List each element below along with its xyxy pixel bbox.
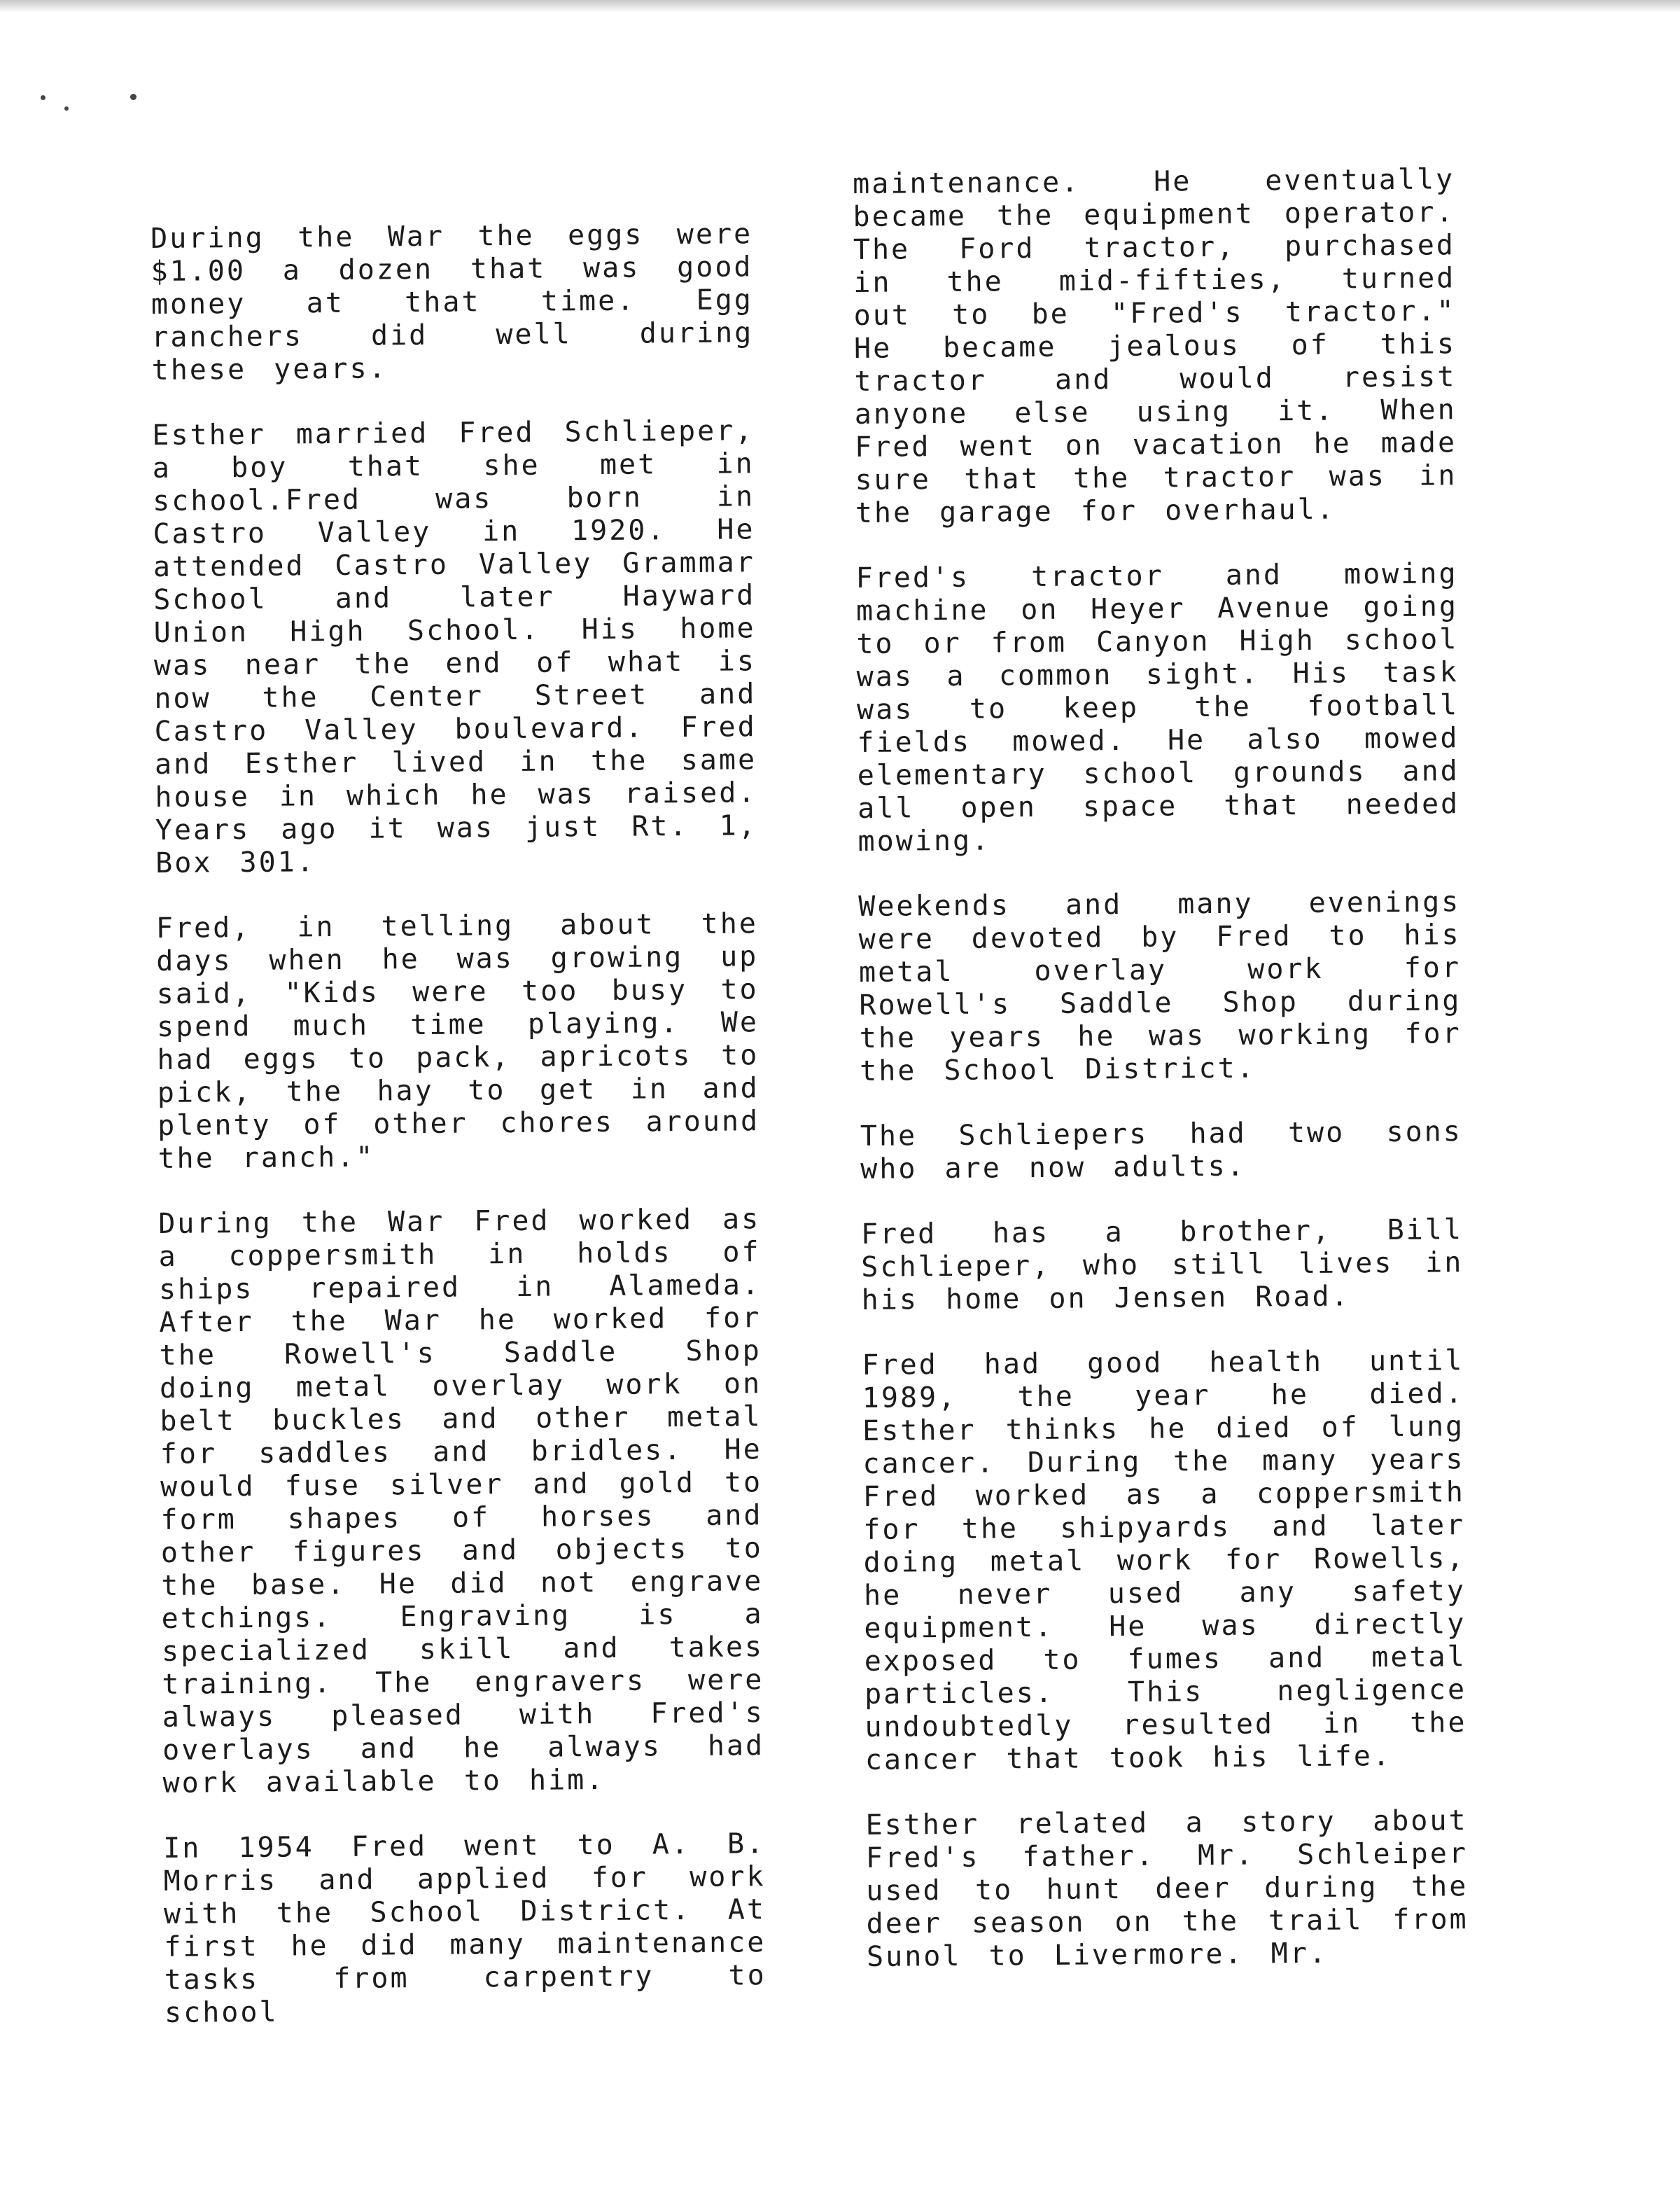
paragraph-fathers-deer-story: Esther related a story about Fred's father. Mr. Schleiper used to hunt deer during the deer season on the trail from Sunol to Livermore. Mr. [865,1804,1469,1973]
paragraph-freds-tractor: maintenance. He eventually became the equipment operator. The Ford tractor, purchased in the mid-fifties, turned out to be "Fred's tractor." He became jealous of this tractor and would resist anyone else using it. When Fred went on vacation he made sure that the tractor was in the garage for overhaul. [853,163,1457,529]
paragraph-mowing-machine: Fred's tractor and mowing machine on Heyer Avenue going to or from Canyon High school was a common sight. His task was to keep the football fields mowed. He also mowed elementary school grounds and all open space that needed mowing. [855,557,1460,858]
paragraph-weekend-overlay-work: Weekends and many evenings were devoted by Fred to his metal overlay work for Rowell's Saddle Shop during the years he was working for the School District. [858,886,1462,1087]
scan-speck [41,95,46,100]
scan-speck [64,106,69,111]
scan-top-edge [0,0,1680,13]
paragraph-egg-prices: During the War the eggs were $1.00 a dozen that was good money at that time. Egg ranchers did well during these years. [150,218,754,387]
paragraph-esther-married-fred: Esther married Fred Schlieper, a boy that she met in school.Fred was born in Castro Valley in 1920. He attended Castro Valley Grammar School and later Hayward Union High School. His home was near the end of what is now the Center Street and Castro Valley boulevard. Fred and Esther lived in the same house in which he was raised. Years ago it was just Rt. 1, Box 301. [152,415,757,879]
paragraph-school-district-job: In 1954 Fred went to A. B. Morris and applied for work with the School District. At first he did many maintenance tasks from carpentry to school [163,1827,766,2029]
paragraph-coppersmith-work: During the War Fred worked as a coppersmith in holds of ships repaired in Alameda. After the War he worked for the Rowell's Saddle Shop doing metal overlay work on belt buckles and other metal for saddles and bridles. He would fuse silver and gold to form shapes of horses and other figures and objects to the base. He did not engrave etchings. Engraving is a specialized skill and takes training. The engravers were always pleased with Fred's overlays and he always had work available to him. [158,1203,765,1799]
paragraph-two-sons: The Schliepers had two sons who are now adults. [860,1115,1463,1185]
scan-speck [130,94,136,100]
paragraph-brother-bill: Fred has a brother, Bill Schlieper, who still lives in his home on Jensen Road. [860,1213,1464,1316]
right-column [853,163,1469,2006]
paragraph-health-and-cancer: Fred had good health until 1989, the year he died. Esther thinks he died of lung cancer. During the many years Fred worked as a coppersmith for the shipyards and later doing metal work for Rowells, he never used any safety equipment. He was directly exposed to fumes and metal particles. This negligence undoubtedly resulted in the cancer that took his life. [862,1344,1467,1776]
paragraph-fred-childhood-quote: Fred, in telling about the days when he was growing up said, "Kids were too busy to spend much time playing. We had eggs to pack, apricots to pick, the hay to get in and plenty of other chores around the ranch." [155,907,760,1175]
left-column [150,218,767,2062]
